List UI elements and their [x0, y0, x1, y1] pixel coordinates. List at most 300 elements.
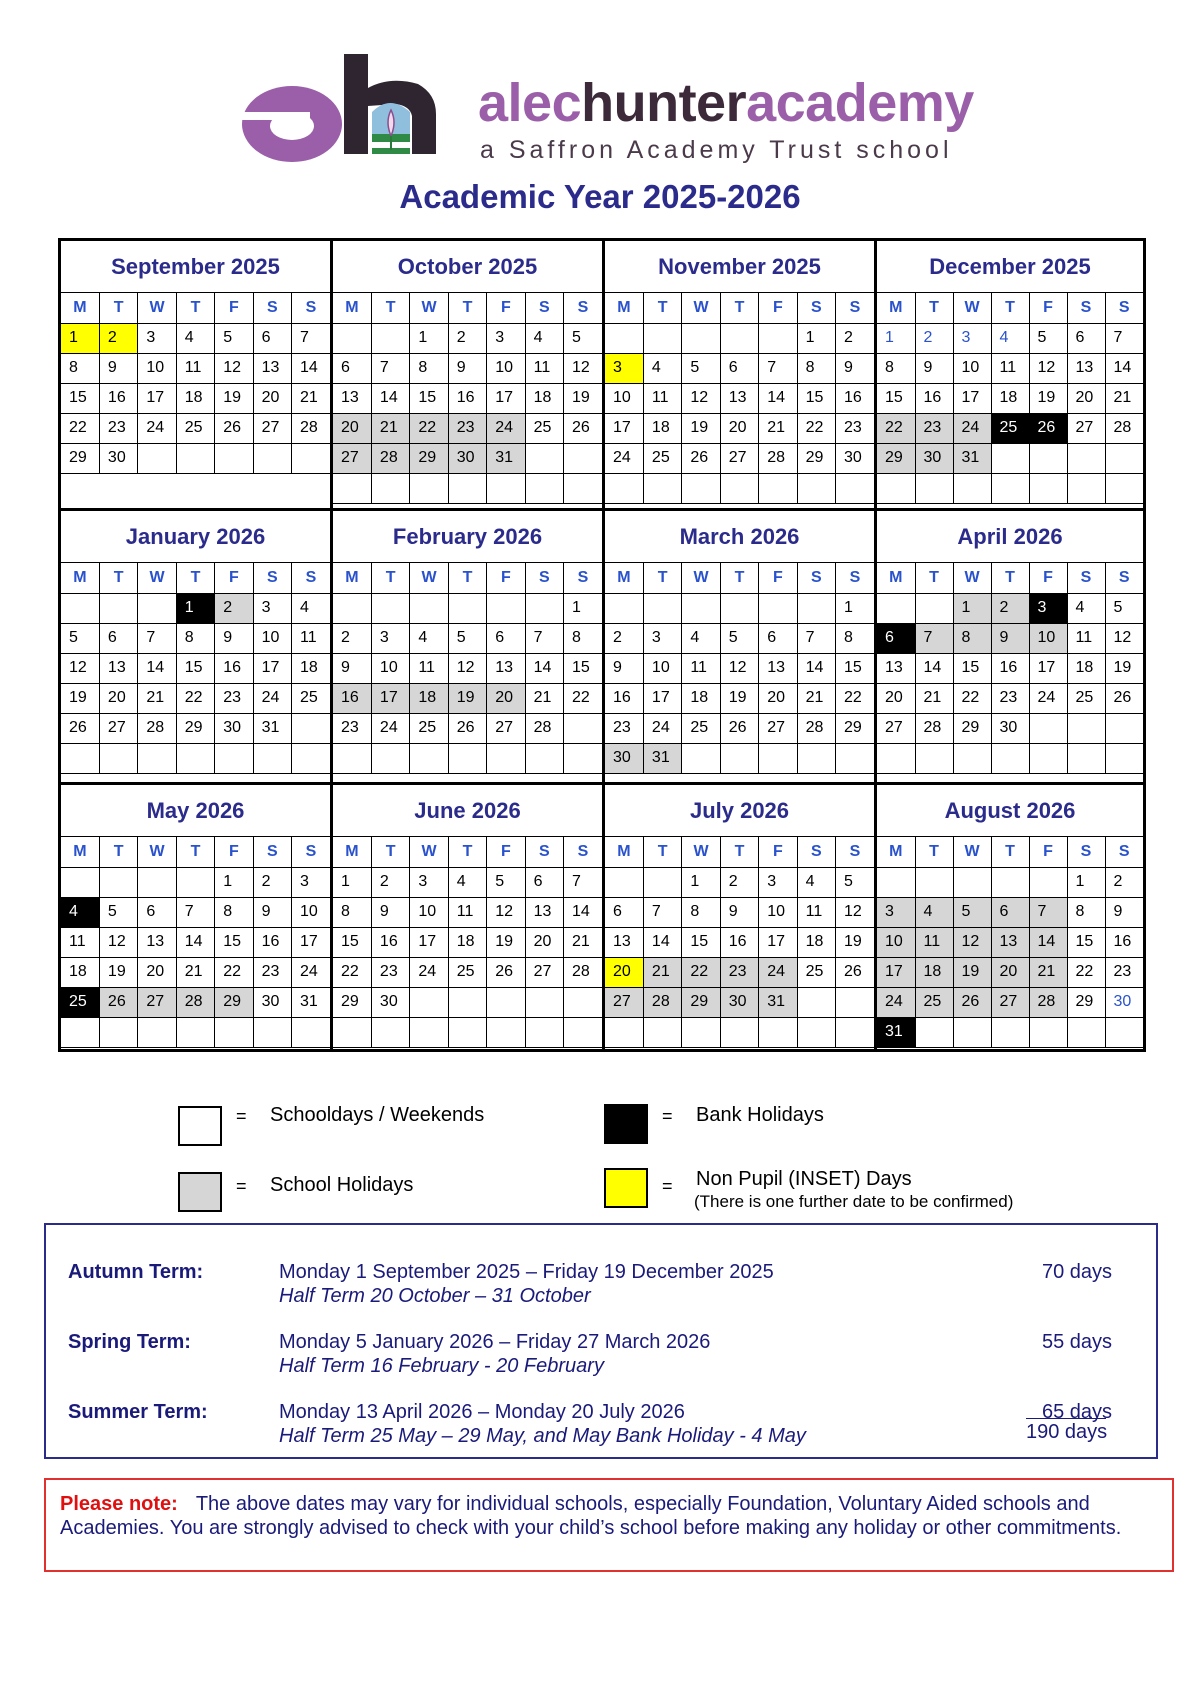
- day-cell: [99, 867, 137, 897]
- day-cell: 8: [797, 353, 835, 383]
- week-row: [605, 623, 874, 653]
- day-cell: [448, 473, 486, 503]
- weekday-header: F: [215, 293, 253, 323]
- day-cell: 16: [915, 383, 953, 413]
- week-row: [877, 957, 1143, 987]
- week-row: [605, 593, 874, 623]
- day-cell: 19: [448, 683, 486, 713]
- day-cell: 18: [797, 927, 835, 957]
- weekday-header: M: [877, 563, 915, 593]
- week-row: [61, 867, 330, 897]
- week-row: [333, 383, 602, 413]
- day-cell: 26: [99, 987, 137, 1017]
- day-cell: 13: [605, 927, 643, 957]
- day-cell: [333, 473, 371, 503]
- day-cell: [333, 743, 371, 773]
- week-row: [333, 987, 602, 1017]
- please-note-box: [44, 1478, 1174, 1572]
- note-text: The above dates may vary for individual schools, especially Foundation, Voluntary Aided schools and Academies. You are strongly advised to check with your child’s school before making any holiday or other commitments.: [60, 1493, 1122, 1539]
- day-cell: 3: [292, 867, 330, 897]
- day-cell: 17: [1029, 653, 1067, 683]
- weekday-header: F: [487, 293, 525, 323]
- day-cell: 8: [564, 623, 602, 653]
- legend-white-swatch: [178, 1106, 222, 1146]
- day-cell: 7: [371, 353, 409, 383]
- day-cell: 13: [759, 653, 797, 683]
- day-cell: 16: [371, 927, 409, 957]
- day-cell: 17: [877, 957, 915, 987]
- day-cell: 9: [605, 653, 643, 683]
- day-cell: [836, 743, 874, 773]
- day-cell: [836, 987, 874, 1017]
- day-cell: 12: [682, 383, 720, 413]
- day-cell: [564, 443, 602, 473]
- day-cell: [448, 1017, 486, 1047]
- day-cell: [720, 323, 758, 353]
- weekday-header-row: [333, 563, 602, 593]
- day-cell: [605, 473, 643, 503]
- day-cell: 6: [1067, 323, 1105, 353]
- day-cell: 13: [99, 653, 137, 683]
- day-cell: 8: [953, 623, 991, 653]
- weekday-header: F: [1029, 293, 1067, 323]
- day-cell: 24: [292, 957, 330, 987]
- weekday-header: S: [797, 837, 835, 867]
- week-row: [605, 653, 874, 683]
- week-row: [61, 683, 330, 713]
- day-cell: [215, 443, 253, 473]
- day-cell: 29: [1067, 987, 1105, 1017]
- day-cell: [564, 713, 602, 743]
- day-cell: 13: [333, 383, 371, 413]
- day-cell: 24: [487, 413, 525, 443]
- weekday-header: S: [1067, 563, 1105, 593]
- day-cell: 17: [410, 927, 448, 957]
- day-cell: 15: [877, 383, 915, 413]
- week-row: [605, 353, 874, 383]
- day-cell: [487, 593, 525, 623]
- day-cell: 8: [410, 353, 448, 383]
- day-cell: [138, 593, 176, 623]
- weekday-header: S: [292, 837, 330, 867]
- weekday-header: M: [605, 837, 643, 867]
- day-cell: 24: [643, 713, 681, 743]
- weekday-header: S: [1105, 293, 1143, 323]
- day-cell: [682, 1017, 720, 1047]
- day-cell: 13: [253, 353, 291, 383]
- day-cell: 28: [643, 987, 681, 1017]
- weekday-header: T: [176, 563, 214, 593]
- legend-white-label: Schooldays / Weekends: [270, 1104, 485, 1126]
- day-cell: 16: [836, 383, 874, 413]
- year-calendar: [58, 238, 1146, 1052]
- day-cell: 8: [176, 623, 214, 653]
- weekday-header-row: [605, 293, 874, 323]
- day-cell: 14: [797, 653, 835, 683]
- day-cell: 4: [682, 623, 720, 653]
- day-cell: 1: [333, 867, 371, 897]
- day-cell: 15: [61, 383, 99, 413]
- day-cell: 29: [877, 443, 915, 473]
- day-cell: 5: [99, 897, 137, 927]
- day-cell: [1067, 743, 1105, 773]
- note-label: Please note:: [60, 1493, 178, 1515]
- weekday-header-row: [877, 293, 1143, 323]
- weekday-header-row: [605, 837, 874, 867]
- day-cell: 20: [720, 413, 758, 443]
- day-cell: 29: [797, 443, 835, 473]
- week-row: [877, 653, 1143, 683]
- day-cell: [176, 867, 214, 897]
- day-cell: 20: [99, 683, 137, 713]
- weekday-header: S: [564, 293, 602, 323]
- weekday-header: W: [953, 563, 991, 593]
- month-days-table: [61, 563, 330, 774]
- day-cell: 12: [448, 653, 486, 683]
- day-cell: 27: [877, 713, 915, 743]
- week-row: [333, 683, 602, 713]
- day-cell: 14: [564, 897, 602, 927]
- day-cell: 26: [1105, 683, 1143, 713]
- day-cell: 26: [564, 413, 602, 443]
- day-cell: [953, 867, 991, 897]
- day-cell: [953, 1017, 991, 1047]
- weekday-header: S: [1105, 563, 1143, 593]
- week-row: [61, 987, 330, 1017]
- day-cell: 14: [643, 927, 681, 957]
- day-cell: [61, 743, 99, 773]
- day-cell: 14: [915, 653, 953, 683]
- term-days: 55 days: [1042, 1331, 1113, 1353]
- week-row: [333, 713, 602, 743]
- day-cell: 4: [448, 867, 486, 897]
- weekday-header: S: [253, 837, 291, 867]
- week-row: [61, 743, 330, 773]
- day-cell: 31: [487, 443, 525, 473]
- day-cell: 4: [525, 323, 563, 353]
- day-cell: 31: [643, 743, 681, 773]
- day-cell: 15: [410, 383, 448, 413]
- week-row: [61, 653, 330, 683]
- week-row: [61, 623, 330, 653]
- day-cell: 8: [333, 897, 371, 927]
- day-cell: 13: [991, 927, 1029, 957]
- day-cell: 20: [605, 957, 643, 987]
- day-cell: 16: [1105, 927, 1143, 957]
- day-cell: 1: [1067, 867, 1105, 897]
- weekday-header: M: [61, 293, 99, 323]
- day-cell: 23: [1105, 957, 1143, 987]
- day-cell: 12: [1105, 623, 1143, 653]
- weekday-header: S: [564, 837, 602, 867]
- day-cell: 23: [991, 683, 1029, 713]
- day-cell: 24: [138, 413, 176, 443]
- day-cell: 10: [643, 653, 681, 683]
- day-cell: [292, 1017, 330, 1047]
- week-row: [877, 897, 1143, 927]
- week-row: [333, 443, 602, 473]
- day-cell: 16: [720, 927, 758, 957]
- day-cell: 18: [682, 683, 720, 713]
- week-row: [333, 957, 602, 987]
- day-cell: [720, 473, 758, 503]
- day-cell: 25: [991, 413, 1029, 443]
- day-cell: 25: [525, 413, 563, 443]
- day-cell: 25: [643, 443, 681, 473]
- day-cell: [605, 867, 643, 897]
- weekday-header-row: [61, 837, 330, 867]
- day-cell: 22: [564, 683, 602, 713]
- day-cell: [525, 1017, 563, 1047]
- day-cell: 16: [448, 383, 486, 413]
- day-cell: 28: [371, 443, 409, 473]
- day-cell: 12: [487, 897, 525, 927]
- day-cell: [410, 987, 448, 1017]
- day-cell: 5: [564, 323, 602, 353]
- day-cell: 17: [487, 383, 525, 413]
- day-cell: [797, 987, 835, 1017]
- day-cell: 28: [525, 713, 563, 743]
- day-cell: [371, 1017, 409, 1047]
- day-cell: [564, 473, 602, 503]
- month-days-table: [877, 563, 1143, 774]
- day-cell: 24: [410, 957, 448, 987]
- day-cell: 24: [605, 443, 643, 473]
- day-cell: 14: [525, 653, 563, 683]
- day-cell: 30: [253, 987, 291, 1017]
- week-row: [333, 653, 602, 683]
- month-days-table: [61, 837, 330, 1048]
- day-cell: [487, 987, 525, 1017]
- weekday-header: M: [333, 563, 371, 593]
- month-days-table: [605, 837, 874, 1048]
- day-cell: 11: [448, 897, 486, 927]
- day-cell: 20: [991, 957, 1029, 987]
- weekday-header: S: [525, 837, 563, 867]
- day-cell: 29: [682, 987, 720, 1017]
- day-cell: 28: [564, 957, 602, 987]
- weekday-header: M: [333, 837, 371, 867]
- day-cell: 16: [253, 927, 291, 957]
- day-cell: 24: [1029, 683, 1067, 713]
- day-cell: 17: [759, 927, 797, 957]
- day-cell: [138, 743, 176, 773]
- weekday-header: T: [991, 293, 1029, 323]
- day-cell: [759, 743, 797, 773]
- week-row: [333, 623, 602, 653]
- month-block: [61, 785, 333, 1049]
- day-cell: [371, 323, 409, 353]
- legend-yellow-label: Non Pupil (INSET) Days: [696, 1168, 912, 1190]
- day-cell: [333, 1017, 371, 1047]
- day-cell: 18: [915, 957, 953, 987]
- day-cell: 11: [797, 897, 835, 927]
- day-cell: [333, 323, 371, 353]
- day-cell: 1: [61, 323, 99, 353]
- day-cell: 18: [61, 957, 99, 987]
- day-cell: [877, 867, 915, 897]
- day-cell: 19: [1029, 383, 1067, 413]
- day-cell: [1105, 443, 1143, 473]
- day-cell: 7: [797, 623, 835, 653]
- day-cell: 30: [605, 743, 643, 773]
- day-cell: 29: [61, 443, 99, 473]
- day-cell: 20: [487, 683, 525, 713]
- day-cell: 21: [1029, 957, 1067, 987]
- day-cell: 11: [176, 353, 214, 383]
- weekday-header: F: [759, 563, 797, 593]
- day-cell: 26: [953, 987, 991, 1017]
- weekday-header: S: [1105, 837, 1143, 867]
- day-cell: 10: [253, 623, 291, 653]
- day-cell: 4: [643, 353, 681, 383]
- week-row: [61, 323, 330, 353]
- weekday-header: M: [61, 563, 99, 593]
- weekday-header: T: [99, 837, 137, 867]
- day-cell: 2: [915, 323, 953, 353]
- week-row: [877, 713, 1143, 743]
- day-cell: 28: [1029, 987, 1067, 1017]
- day-cell: [797, 1017, 835, 1047]
- day-cell: 10: [605, 383, 643, 413]
- legend-yellow-note: (There is one further date to be confirmed): [694, 1192, 1014, 1211]
- month-block: [605, 241, 877, 511]
- legend-equals: =: [662, 1106, 673, 1126]
- weekday-header: W: [682, 293, 720, 323]
- month-block: [333, 241, 605, 511]
- day-cell: [99, 743, 137, 773]
- day-cell: [1105, 1017, 1143, 1047]
- day-cell: 30: [991, 713, 1029, 743]
- day-cell: 11: [410, 653, 448, 683]
- day-cell: 25: [410, 713, 448, 743]
- day-cell: 20: [1067, 383, 1105, 413]
- day-cell: 16: [991, 653, 1029, 683]
- day-cell: 7: [292, 323, 330, 353]
- day-cell: 10: [953, 353, 991, 383]
- day-cell: 20: [138, 957, 176, 987]
- weekday-header: S: [1067, 293, 1105, 323]
- day-cell: 4: [410, 623, 448, 653]
- weekday-header: F: [759, 837, 797, 867]
- day-cell: [1029, 443, 1067, 473]
- month-days-table: [333, 563, 602, 774]
- day-cell: 18: [1067, 653, 1105, 683]
- weekday-header: T: [915, 293, 953, 323]
- day-cell: 27: [1067, 413, 1105, 443]
- day-cell: 17: [643, 683, 681, 713]
- week-row: [333, 1017, 602, 1047]
- day-cell: [1105, 473, 1143, 503]
- term-name: Spring Term:: [68, 1331, 191, 1353]
- day-cell: 7: [138, 623, 176, 653]
- day-cell: [643, 867, 681, 897]
- day-cell: [410, 1017, 448, 1047]
- total-divider: [1026, 1418, 1106, 1419]
- weekday-header: T: [371, 837, 409, 867]
- day-cell: [525, 593, 563, 623]
- day-cell: 24: [371, 713, 409, 743]
- day-cell: 29: [410, 443, 448, 473]
- legend-grey-label: School Holidays: [270, 1174, 414, 1196]
- day-cell: [1029, 473, 1067, 503]
- day-cell: 5: [682, 353, 720, 383]
- day-cell: [215, 743, 253, 773]
- weekday-header-row: [877, 563, 1143, 593]
- term-name: Summer Term:: [68, 1401, 208, 1423]
- day-cell: 6: [605, 897, 643, 927]
- day-cell: 14: [759, 383, 797, 413]
- day-cell: 30: [99, 443, 137, 473]
- day-cell: [836, 1017, 874, 1047]
- week-row: [877, 927, 1143, 957]
- day-cell: 30: [915, 443, 953, 473]
- day-cell: 18: [292, 653, 330, 683]
- day-cell: 13: [1067, 353, 1105, 383]
- week-row: [877, 443, 1143, 473]
- day-cell: [877, 593, 915, 623]
- week-row: [605, 897, 874, 927]
- day-cell: 10: [410, 897, 448, 927]
- day-cell: 27: [99, 713, 137, 743]
- day-cell: 20: [333, 413, 371, 443]
- day-cell: 30: [215, 713, 253, 743]
- logo-tagline: a Saffron Academy Trust school: [480, 136, 953, 164]
- day-cell: 2: [991, 593, 1029, 623]
- day-cell: 22: [953, 683, 991, 713]
- day-cell: 11: [292, 623, 330, 653]
- day-cell: 7: [564, 867, 602, 897]
- day-cell: 14: [138, 653, 176, 683]
- day-cell: 15: [176, 653, 214, 683]
- day-cell: [915, 1017, 953, 1047]
- day-cell: 28: [797, 713, 835, 743]
- day-cell: 18: [991, 383, 1029, 413]
- day-cell: 13: [720, 383, 758, 413]
- day-cell: 11: [915, 927, 953, 957]
- week-row: [877, 867, 1143, 897]
- day-cell: 7: [525, 623, 563, 653]
- day-cell: 13: [525, 897, 563, 927]
- day-cell: 23: [215, 683, 253, 713]
- day-cell: 3: [371, 623, 409, 653]
- month-block: [61, 241, 333, 511]
- weekday-header: T: [99, 293, 137, 323]
- day-cell: 22: [836, 683, 874, 713]
- week-row: [877, 1017, 1143, 1047]
- day-cell: 22: [61, 413, 99, 443]
- month-title: August 2026: [877, 785, 1143, 837]
- weekday-header: M: [877, 293, 915, 323]
- day-cell: [1105, 743, 1143, 773]
- day-cell: [525, 443, 563, 473]
- weekday-header: S: [564, 563, 602, 593]
- day-cell: 25: [797, 957, 835, 987]
- day-cell: [253, 1017, 291, 1047]
- day-cell: 24: [953, 413, 991, 443]
- day-cell: 17: [138, 383, 176, 413]
- day-cell: 31: [759, 987, 797, 1017]
- week-row: [333, 867, 602, 897]
- day-cell: 2: [253, 867, 291, 897]
- page-title: Academic Year 2025-2026: [399, 178, 801, 215]
- day-cell: 19: [836, 927, 874, 957]
- day-cell: 27: [759, 713, 797, 743]
- day-cell: 18: [525, 383, 563, 413]
- month-block: [877, 511, 1143, 785]
- day-cell: 6: [333, 353, 371, 383]
- day-cell: 9: [1105, 897, 1143, 927]
